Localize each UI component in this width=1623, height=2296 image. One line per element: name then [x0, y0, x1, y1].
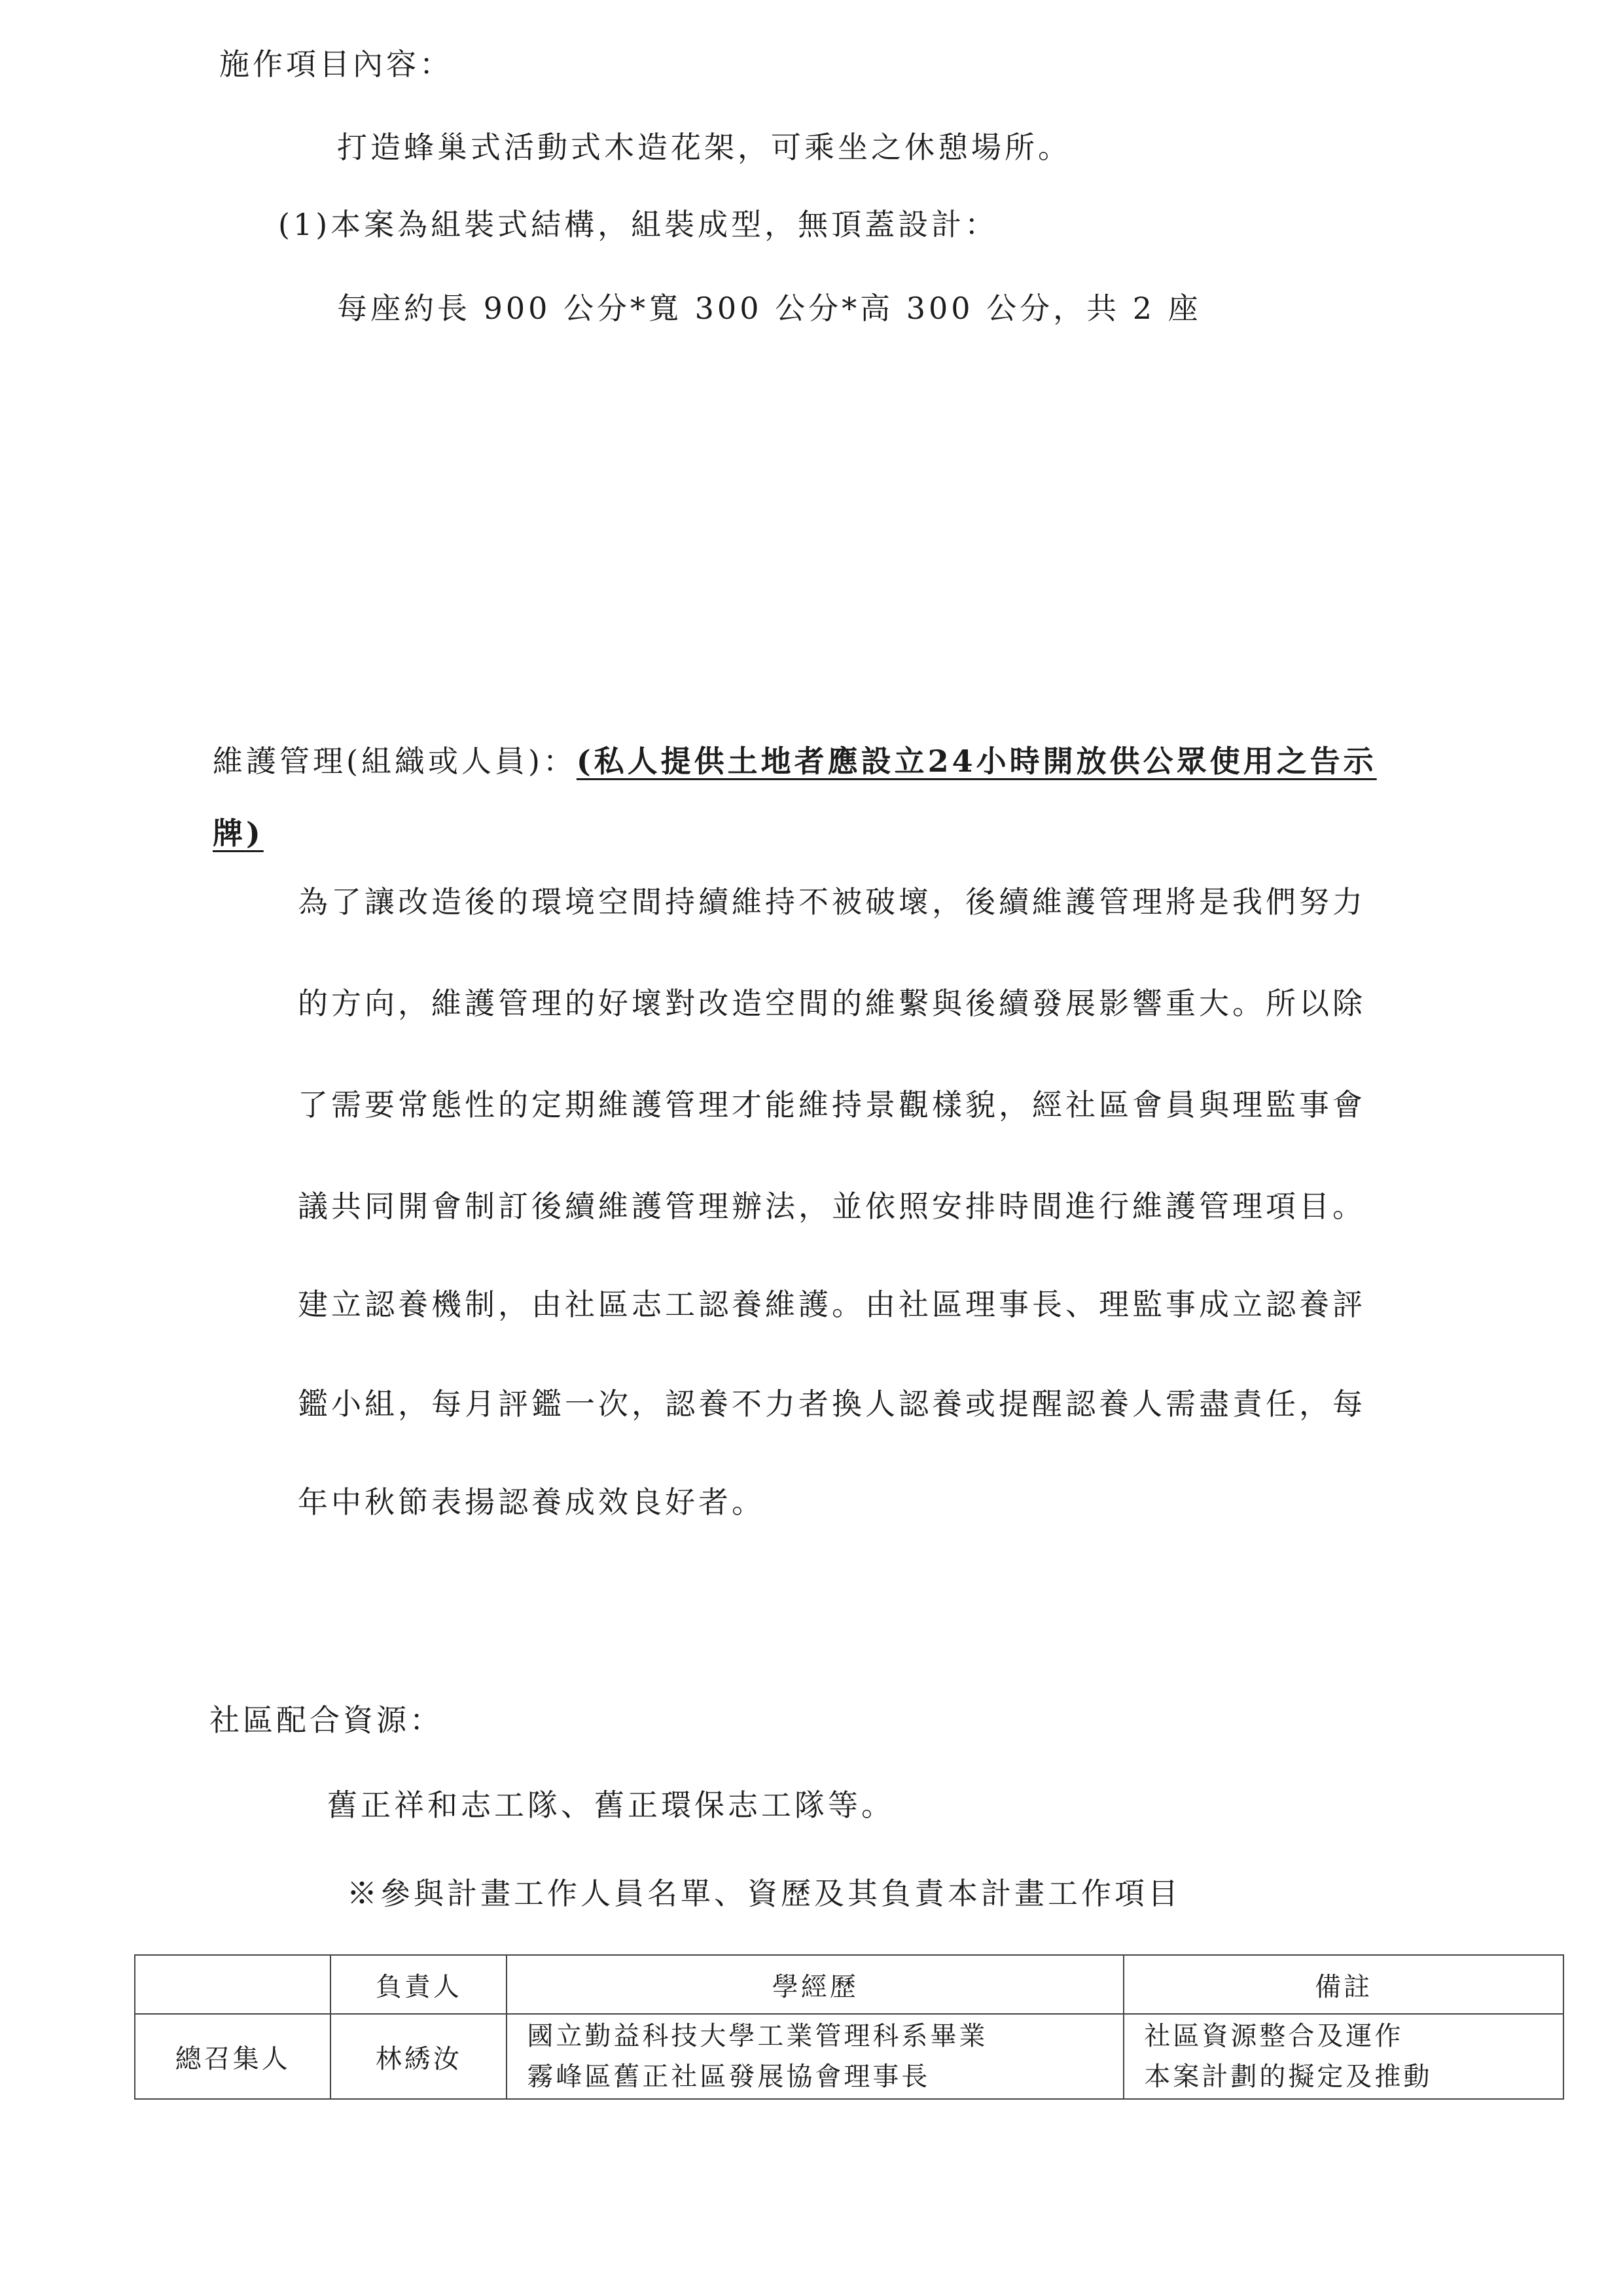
staff-table: [134, 1954, 1564, 2100]
maintenance-notice-requirement: (私人提供土地者應設立24小時開放供公眾使用之告示: [576, 744, 1377, 779]
section-heading-community-resources: 社區配合資源：: [209, 1702, 443, 1738]
work-item-dimensions: 每座約長 900 公分*寬 300 公分*高 300 公分，共 2 座: [337, 291, 1202, 326]
role-cell: 總召集人: [135, 2014, 330, 2099]
remarks-line: 本案計劃的擬定及推動: [1144, 2062, 1433, 2092]
maintenance-paragraph-line: 了需要常態性的定期維護管理才能維持景觀樣貌，經社區會員與理監事會: [298, 1087, 1366, 1122]
education-line: 國立勤益科技大學工業管理科系畢業: [527, 2021, 988, 2051]
section-heading-maintenance: [213, 744, 1377, 779]
maintenance-paragraph-line: 議共同開會制訂後續維護管理辦法，並依照安排時間進行維護管理項目。: [298, 1189, 1366, 1224]
work-item-description: 打造蜂巢式活動式木造花架，可乘坐之休憩場所。: [337, 130, 1071, 165]
section-heading-work-items: 施作項目內容：: [219, 46, 453, 82]
maintenance-paragraph-line: 的方向，維護管理的好壞對改造空間的維繫與後續發展影響重大。所以除: [298, 986, 1366, 1021]
maintenance-paragraph-line: 鑑小組，每月評鑑一次，認養不力者換人認養或提醒認養人需盡責任，每: [298, 1386, 1366, 1422]
table-header-row: [135, 1955, 1563, 2014]
table-header-cell: [135, 1955, 330, 2014]
maintenance-paragraph-line: 建立認養機制，由社區志工認養維護。由社區理事長、理監事成立認養評: [298, 1287, 1366, 1322]
maintenance-notice-requirement-continued: 牌): [213, 816, 264, 851]
education-cell: [507, 2014, 1124, 2099]
remarks-line: 社區資源整合及運作: [1144, 2021, 1404, 2051]
table-header-cell: 負責人: [330, 1955, 507, 2014]
community-resources-text: 舊正祥和志工隊、舊正環保志工隊等。: [327, 1787, 895, 1823]
table-header-cell: 備註: [1124, 1955, 1563, 2014]
work-item-structure: (1)本案為組裝式結構，組裝成型，無頂蓋設計：: [278, 207, 999, 242]
maintenance-paragraph-line: 年中秋節表揚認養成效良好者。: [298, 1484, 765, 1520]
table-row: [135, 2014, 1563, 2099]
remarks-cell: [1124, 2014, 1563, 2099]
name-cell: 林綉汝: [330, 2014, 507, 2099]
maintenance-heading-label: 維護管理(組織或人員)：: [213, 744, 577, 779]
staff-table-title: ※參與計畫工作人員名單、資歷及其負責本計畫工作項目: [347, 1876, 1181, 1911]
table-header-cell: 學經歷: [507, 1955, 1124, 2014]
education-line: 霧峰區舊正社區發展協會理事長: [527, 2062, 931, 2092]
maintenance-paragraph-line: 為了讓改造後的環境空間持續維持不被破壞，後續維護管理將是我們努力: [298, 884, 1366, 920]
